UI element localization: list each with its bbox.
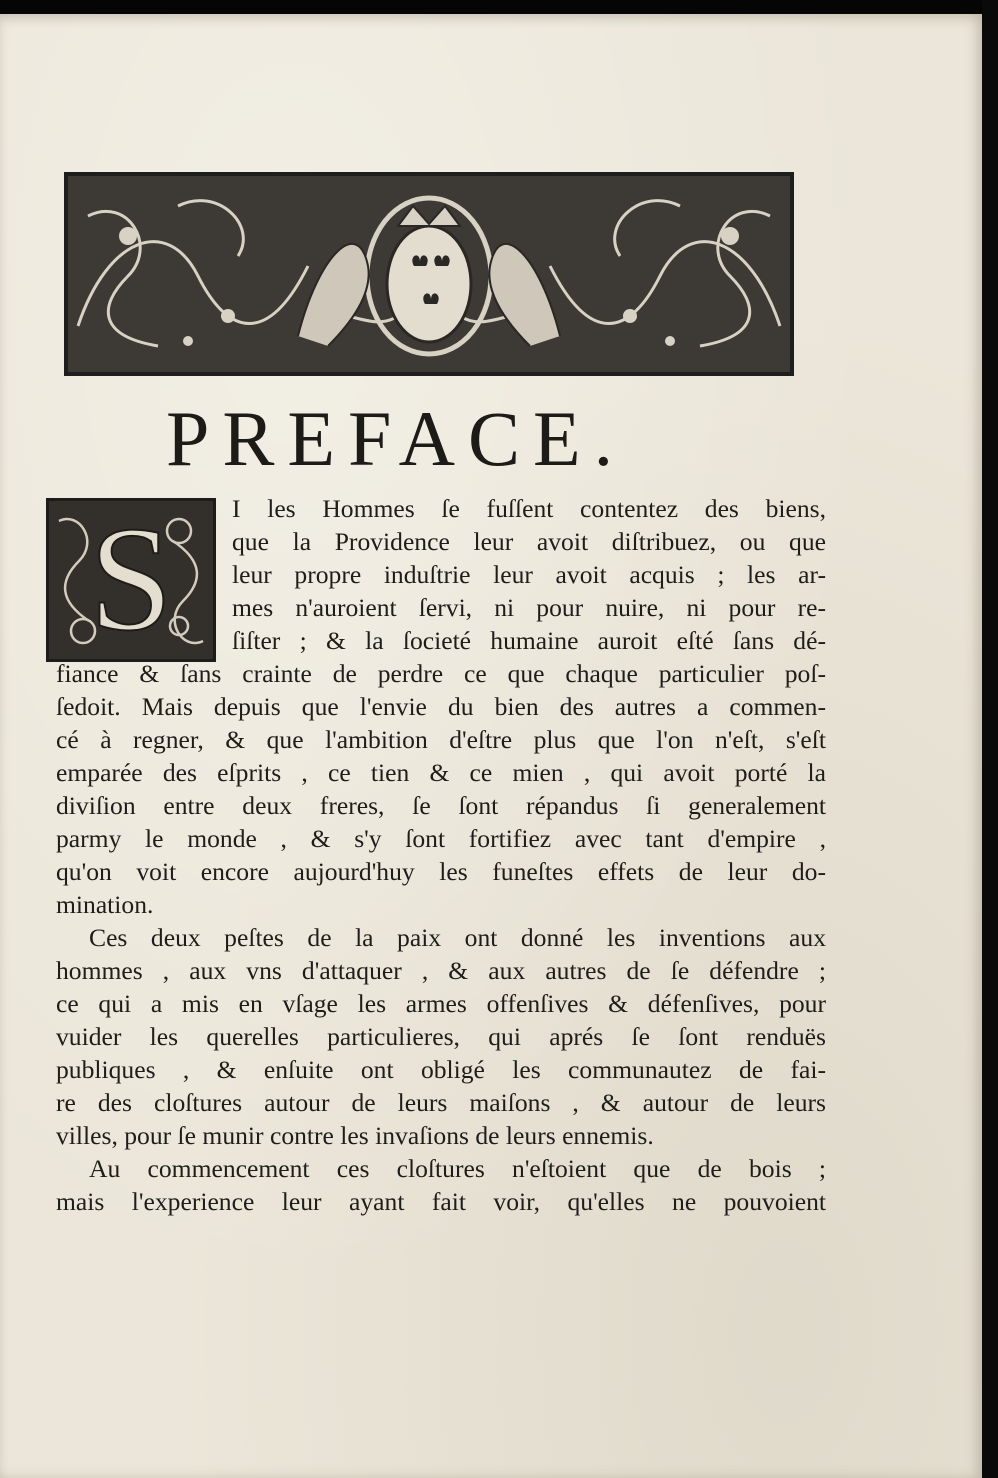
drop-cap-letter: S xyxy=(89,501,173,659)
text-line: qu'on voit encore aujourd'huy les funeſtes effets de leur do- xyxy=(56,857,826,886)
text-line: leur propre induſtrie leur avoit acquis ; les ar- xyxy=(232,560,826,589)
text-line: emparée des eſprits , ce tien & ce mien , qui avoit porté la xyxy=(56,758,826,787)
text-line: ce qui a mis en vſage les armes offenſives & défenſives, pour xyxy=(56,989,826,1018)
book-page xyxy=(0,14,982,1478)
text-line: Ces deux peſtes de la paix ont donné les inventions aux xyxy=(89,923,826,952)
paragraph-3 xyxy=(56,1152,826,1218)
paragraph-2 xyxy=(56,921,826,1152)
scan-border xyxy=(982,0,998,1478)
text-line: publiques , & enſuite ont obligé les communautez de fai- xyxy=(56,1055,826,1084)
text-line: mination. xyxy=(56,890,154,919)
ornamental-headpiece xyxy=(64,172,794,376)
text-line: Au commencement ces cloſtures n'eſtoient que de bois ; xyxy=(89,1154,826,1183)
text-line: ſedoit. Mais depuis que l'envie du bien des autres a commen- xyxy=(56,692,826,721)
text-line: mais l'experience leur ayant fait voir, qu'elles ne pouvoient xyxy=(56,1187,826,1216)
text-line: I les Hommes ſe fuſſent contentez des biens, xyxy=(232,494,826,523)
text-line: vuider les querelles particulieres, qui aprés ſe ſont renduës xyxy=(56,1022,826,1051)
preface-body xyxy=(56,492,826,1218)
text-line: ſiſter ; & la ſocieté humaine auroit eſté ſans dé- xyxy=(232,626,826,655)
text-line: parmy le monde , & s'y ſont fortifiez avec tant d'empire , xyxy=(56,824,826,853)
text-line: cé à regner, & que l'ambition d'eſtre plus que l'on n'eſt, s'eſt xyxy=(56,725,826,754)
page-title: PREFACE. xyxy=(166,395,627,482)
text-line: re des cloſtures autour de leurs maiſons , & autour de leurs xyxy=(56,1088,826,1117)
text-line: diviſion entre deux freres, ſe ſont répandus ſi generalement xyxy=(56,791,826,820)
text-line: hommes , aux vns d'attaquer , & aux autres de ſe défendre ; xyxy=(56,956,826,985)
floral-arabesque-icon xyxy=(68,176,790,372)
text-line: mes n'auroient ſervi, ni pour nuire, ni pour re- xyxy=(232,593,826,622)
text-line: que la Providence leur avoit diſtribuez, ou que xyxy=(232,527,826,556)
text-line: villes, pour ſe munir contre les invaſions de leurs ennemis. xyxy=(56,1121,654,1150)
paragraph-1 xyxy=(56,492,826,921)
text-line: fiance & ſans crainte de perdre ce que chaque particulier poſ- xyxy=(56,659,826,688)
